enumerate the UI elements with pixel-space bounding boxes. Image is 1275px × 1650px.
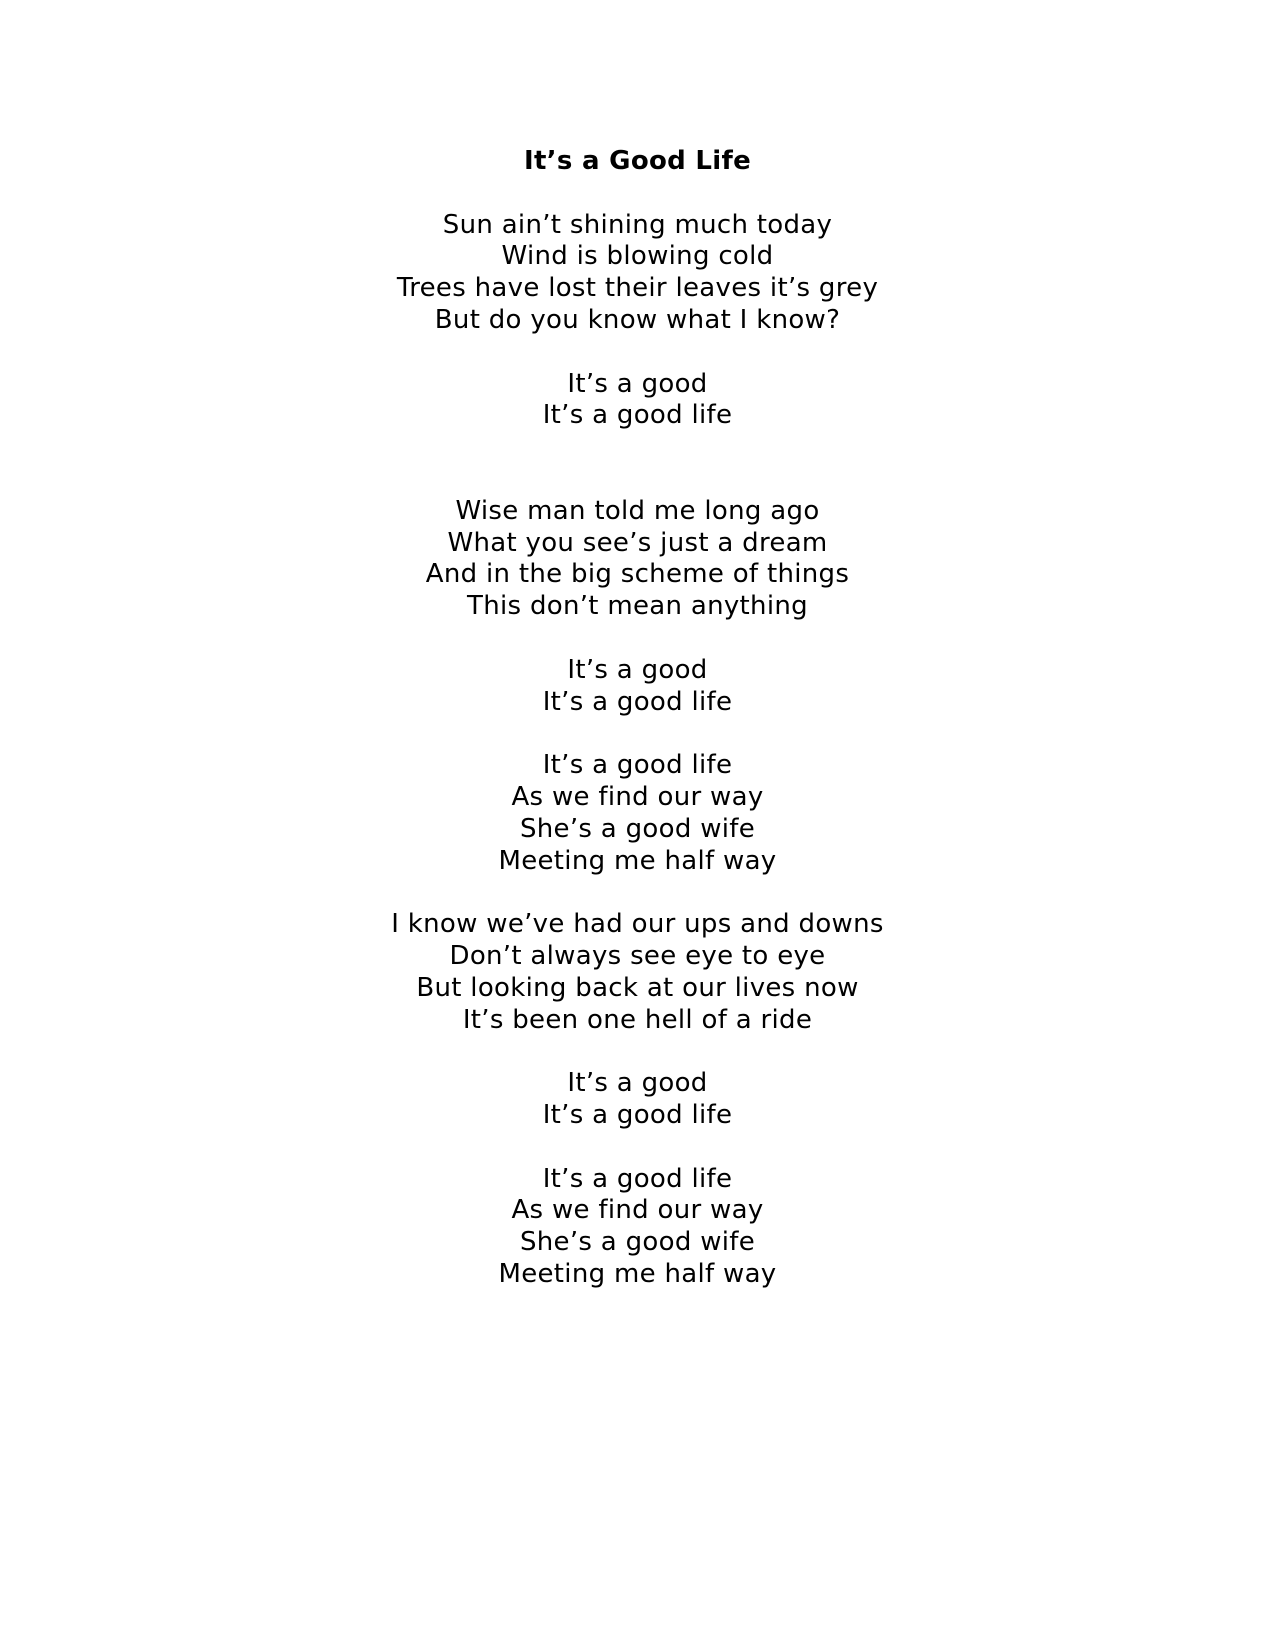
poem-line: But looking back at our lives now (416, 972, 859, 1003)
poem-line: It’s been one hell of a ride (462, 1004, 813, 1035)
poem-line: It’s a good life (542, 686, 733, 717)
stanza (0, 210, 1275, 337)
stanza (0, 496, 1275, 623)
stanza-gap (0, 1132, 1275, 1164)
stanza (0, 1164, 1275, 1291)
poem-line: Meeting me half way (498, 1258, 777, 1289)
poem-line: Wise man told me long ago (455, 495, 820, 526)
poem-line: It’s a good life (542, 1099, 733, 1130)
poem-line: But do you know what I know? (434, 304, 841, 335)
poem-title: It’s a Good Life (523, 146, 752, 176)
stanza-gap (0, 623, 1275, 655)
stanza-gap (0, 464, 1275, 496)
stanza (0, 909, 1275, 1036)
poem-line: It’s a good life (542, 400, 733, 431)
poem-line: Don’t always see eye to eye (449, 940, 826, 971)
poem-line: She’s a good wife (519, 1227, 756, 1258)
poem-line: It’s a good (567, 654, 708, 685)
stanza (0, 369, 1275, 433)
poem-line: As we find our way (511, 1195, 764, 1226)
stanza-gap (0, 178, 1275, 210)
stanza-gap (0, 432, 1275, 464)
stanza (0, 655, 1275, 719)
poem-line: It’s a good (567, 368, 708, 399)
poem-line: Wind is blowing cold (501, 241, 774, 272)
poem (0, 146, 1275, 1291)
stanza-gap (0, 1036, 1275, 1068)
poem-line: It’s a good (567, 1068, 708, 1099)
poem-line: Meeting me half way (498, 845, 777, 876)
stanza-gap (0, 877, 1275, 909)
stanza (0, 1068, 1275, 1132)
poem-line: And in the big scheme of things (425, 559, 850, 590)
poem-line: This don’t mean anything (467, 591, 808, 622)
poem-line: Sun ain’t shining much today (442, 209, 833, 240)
poem-line: She’s a good wife (519, 813, 756, 844)
poem-line: I know we’ve had our ups and downs (391, 909, 884, 940)
stanza-gap (0, 337, 1275, 369)
poem-line: What you see’s just a dream (447, 527, 828, 558)
stanza (0, 750, 1275, 877)
poem-line: As we find our way (511, 781, 764, 812)
poem-line: Trees have lost their leaves it’s grey (396, 273, 879, 304)
stanza-gap (0, 718, 1275, 750)
poem-line: It’s a good life (542, 750, 733, 781)
poem-line: It’s a good life (542, 1163, 733, 1194)
